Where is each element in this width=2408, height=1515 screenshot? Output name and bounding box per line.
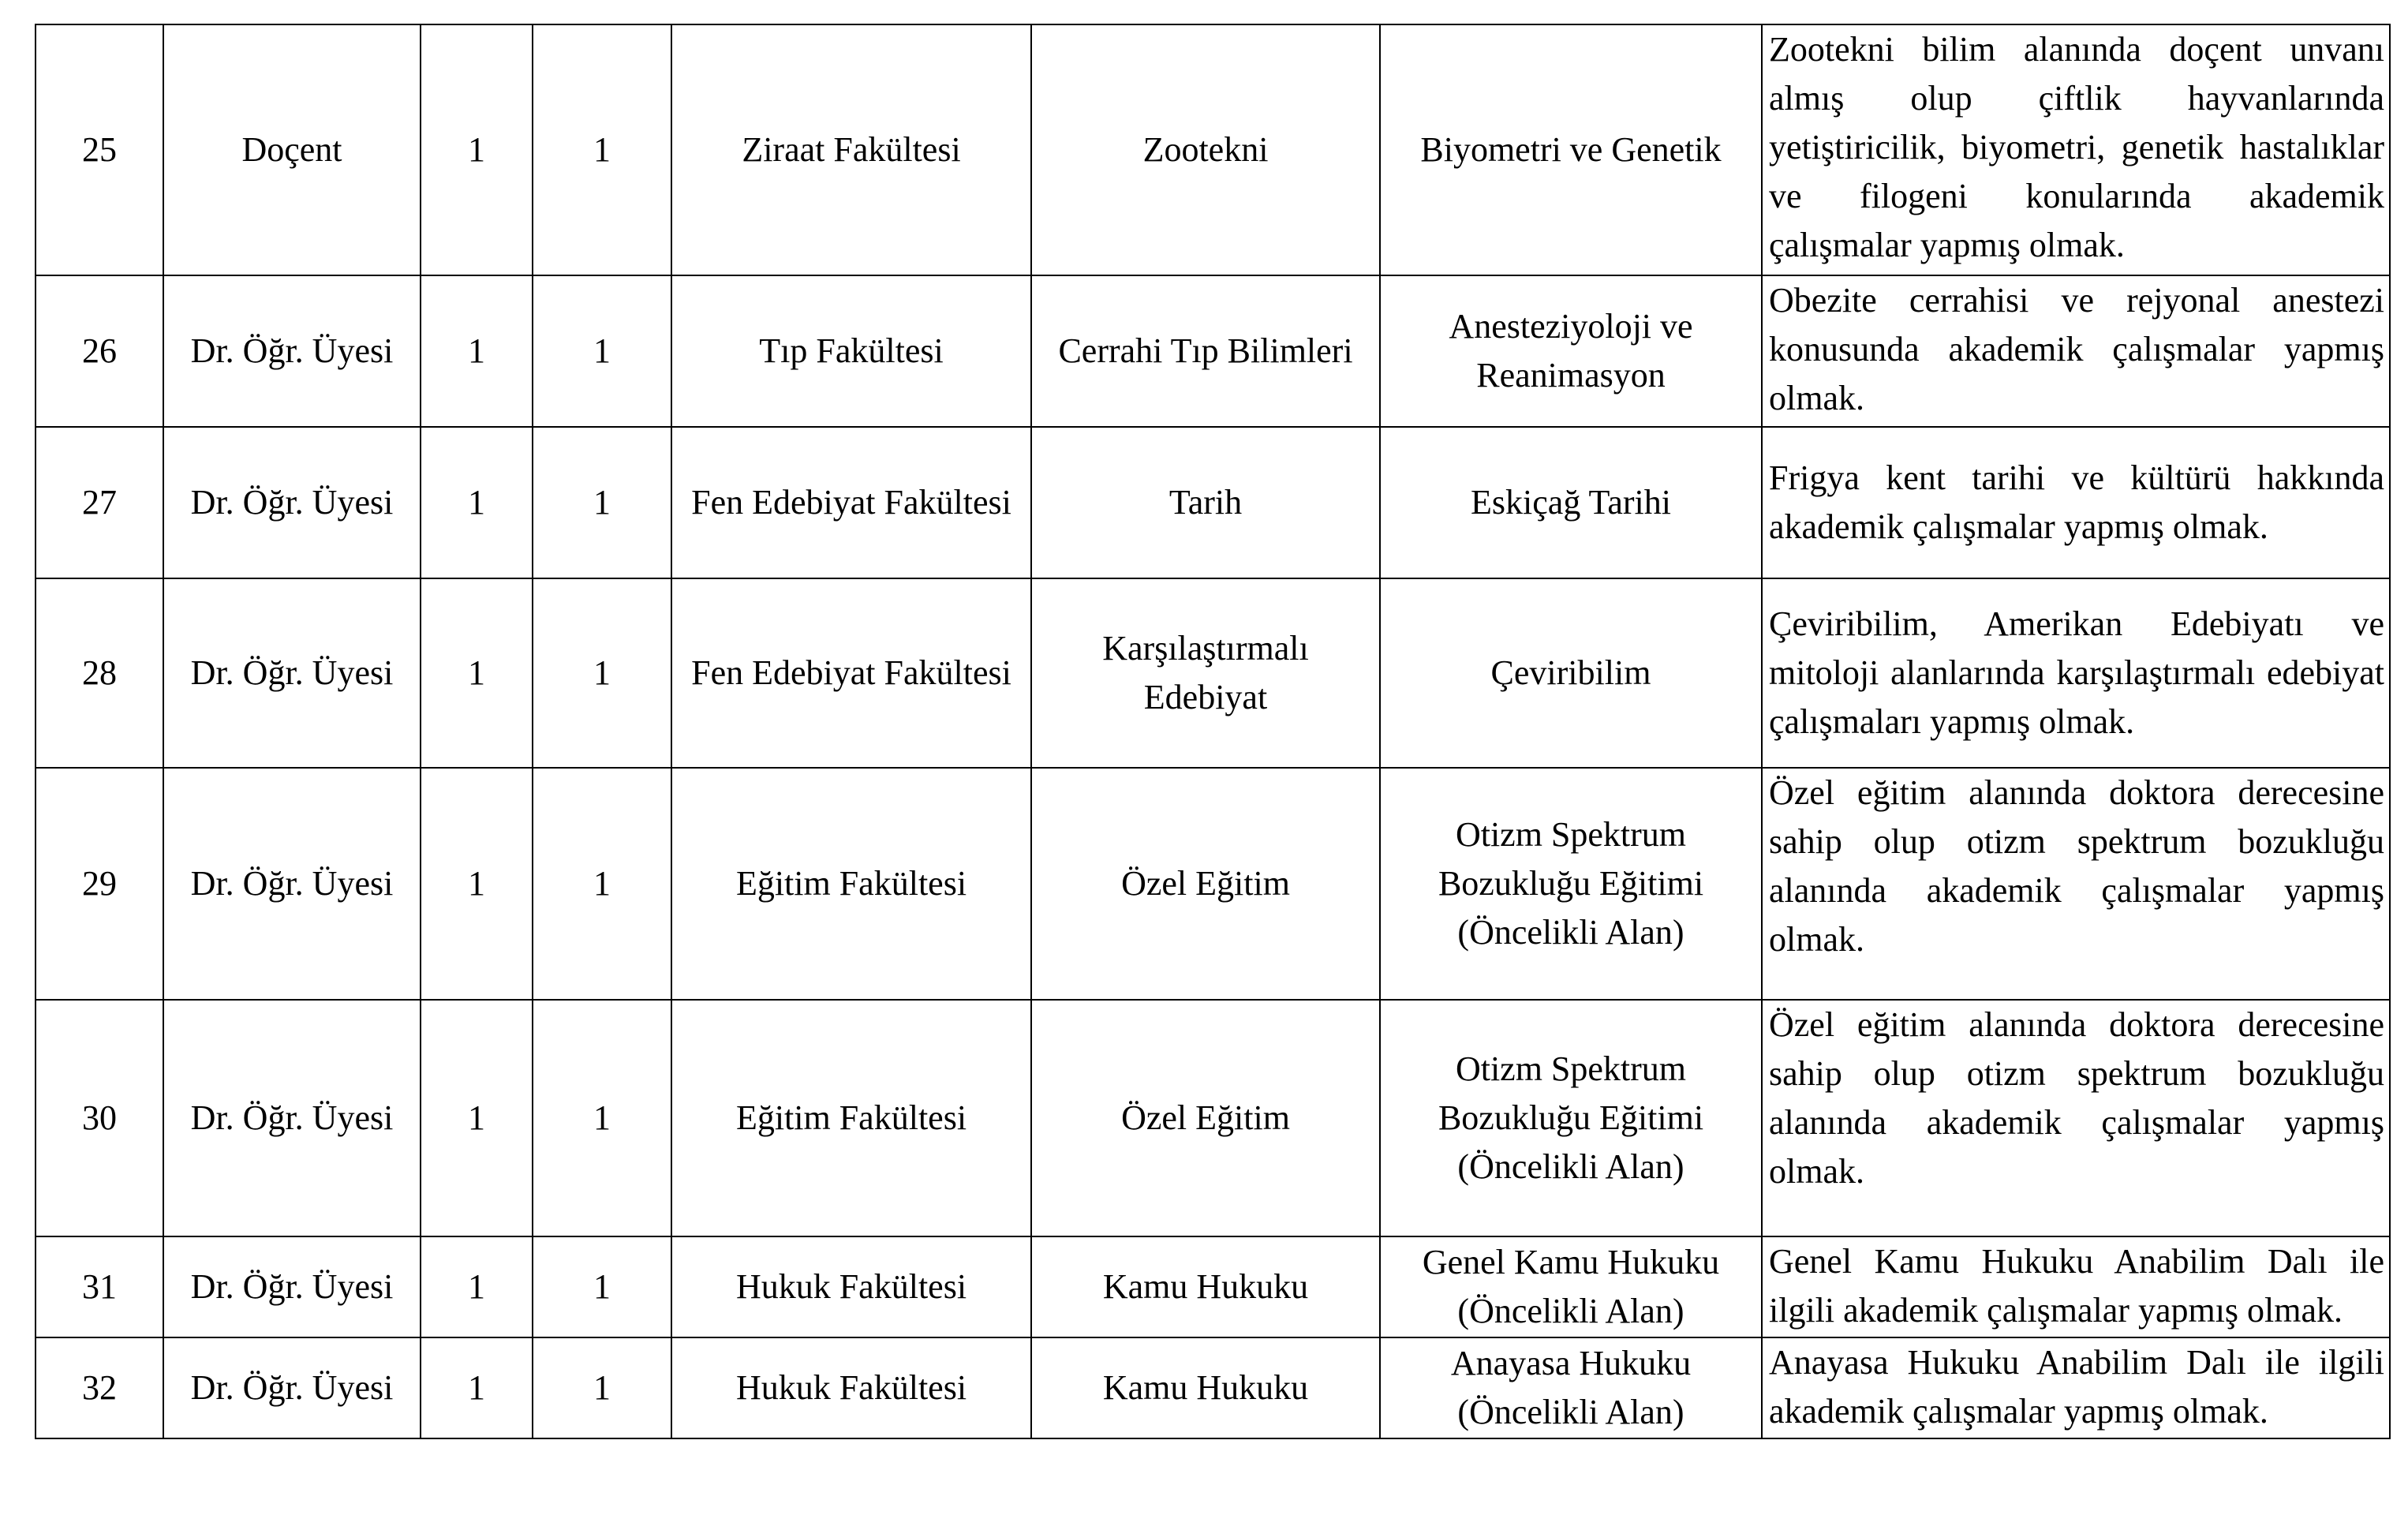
requirement-description: Çeviribilim, Amerikan Edebiyatı ve mitoloji alanlarında karşılaştırmalı edebiyat çalışmaları yapmış olmak. [1762, 578, 2390, 768]
discipline: Otizm Spektrum Bozukluğu Eğitimi (Öncelikli Alan) [1380, 1000, 1762, 1236]
position-quota: 1 [533, 1236, 671, 1337]
faculty: Eğitim Fakültesi [671, 1000, 1031, 1236]
table-row [36, 1000, 2390, 1236]
table-row [36, 768, 2390, 1000]
department: Özel Eğitim [1031, 1000, 1380, 1236]
faculty: Ziraat Fakültesi [671, 24, 1031, 275]
academic-title: Dr. Öğr. Üyesi [163, 1337, 421, 1438]
faculty: Tıp Fakültesi [671, 275, 1031, 427]
position-quota: 1 [533, 1337, 671, 1438]
department: Tarih [1031, 427, 1380, 578]
table-row [36, 427, 2390, 578]
academic-title: Dr. Öğr. Üyesi [163, 1000, 421, 1236]
department: Cerrahi Tıp Bilimleri [1031, 275, 1380, 427]
table-row [36, 275, 2390, 427]
academic-title: Dr. Öğr. Üyesi [163, 427, 421, 578]
faculty: Hukuk Fakültesi [671, 1236, 1031, 1337]
discipline: Çeviribilim [1380, 578, 1762, 768]
academic-title: Doçent [163, 24, 421, 275]
row-number: 32 [36, 1337, 163, 1438]
requirement-description: Anayasa Hukuku Anabilim Dalı ile ilgili akademik çalışmalar yapmış olmak. [1762, 1337, 2390, 1438]
row-number: 30 [36, 1000, 163, 1236]
department: Kamu Hukuku [1031, 1337, 1380, 1438]
row-number: 27 [36, 427, 163, 578]
department: Zootekni [1031, 24, 1380, 275]
table-row [36, 24, 2390, 275]
table-row [36, 578, 2390, 768]
academic-title: Dr. Öğr. Üyesi [163, 578, 421, 768]
row-number: 28 [36, 578, 163, 768]
discipline: Anesteziyoloji ve Reanimasyon [1380, 275, 1762, 427]
position-quota: 1 [533, 427, 671, 578]
faculty: Hukuk Fakültesi [671, 1337, 1031, 1438]
requirement-description: Frigya kent tarihi ve kültürü hakkında akademik çalışmalar yapmış olmak. [1762, 427, 2390, 578]
position-count: 1 [421, 427, 533, 578]
position-count: 1 [421, 768, 533, 1000]
academic-title: Dr. Öğr. Üyesi [163, 275, 421, 427]
discipline: Anayasa Hukuku (Öncelikli Alan) [1380, 1337, 1762, 1438]
row-number: 25 [36, 24, 163, 275]
requirement-description: Genel Kamu Hukuku Anabilim Dalı ile ilgili akademik çalışmalar yapmış olmak. [1762, 1236, 2390, 1337]
discipline: Genel Kamu Hukuku (Öncelikli Alan) [1380, 1236, 1762, 1337]
requirement-description: Özel eğitim alanında doktora derecesine sahip olup otizm spektrum bozukluğu alanında akademik çalışmalar yapmış olmak. [1762, 768, 2390, 1000]
position-count: 1 [421, 1000, 533, 1236]
staff-positions-table [35, 24, 2391, 1439]
position-count: 1 [421, 1236, 533, 1337]
position-count: 1 [421, 1337, 533, 1438]
requirement-description: Obezite cerrahisi ve rejyonal anestezi konusunda akademik çalışmalar yapmış olmak. [1762, 275, 2390, 427]
department: Özel Eğitim [1031, 768, 1380, 1000]
requirement-description: Zootekni bilim alanında doçent unvanı almış olup çiftlik hayvanlarında yetiştiricilik, biyometri, genetik hastalıklar ve filogeni konularında akademik çalışmalar yapmış olmak. [1762, 24, 2390, 275]
faculty: Fen Edebiyat Fakültesi [671, 578, 1031, 768]
academic-title: Dr. Öğr. Üyesi [163, 1236, 421, 1337]
table-row [36, 1337, 2390, 1438]
position-quota: 1 [533, 768, 671, 1000]
position-count: 1 [421, 275, 533, 427]
department: Karşılaştırmalı Edebiyat [1031, 578, 1380, 768]
row-number: 29 [36, 768, 163, 1000]
table-row [36, 1236, 2390, 1337]
discipline: Eskiçağ Tarihi [1380, 427, 1762, 578]
position-count: 1 [421, 578, 533, 768]
row-number: 31 [36, 1236, 163, 1337]
position-quota: 1 [533, 1000, 671, 1236]
faculty: Eğitim Fakültesi [671, 768, 1031, 1000]
position-quota: 1 [533, 275, 671, 427]
position-quota: 1 [533, 24, 671, 275]
requirement-description: Özel eğitim alanında doktora derecesine sahip olup otizm spektrum bozukluğu alanında akademik çalışmalar yapmış olmak. [1762, 1000, 2390, 1236]
faculty: Fen Edebiyat Fakültesi [671, 427, 1031, 578]
discipline: Otizm Spektrum Bozukluğu Eğitimi (Öncelikli Alan) [1380, 768, 1762, 1000]
position-count: 1 [421, 24, 533, 275]
row-number: 26 [36, 275, 163, 427]
position-quota: 1 [533, 578, 671, 768]
academic-title: Dr. Öğr. Üyesi [163, 768, 421, 1000]
department: Kamu Hukuku [1031, 1236, 1380, 1337]
discipline: Biyometri ve Genetik [1380, 24, 1762, 275]
